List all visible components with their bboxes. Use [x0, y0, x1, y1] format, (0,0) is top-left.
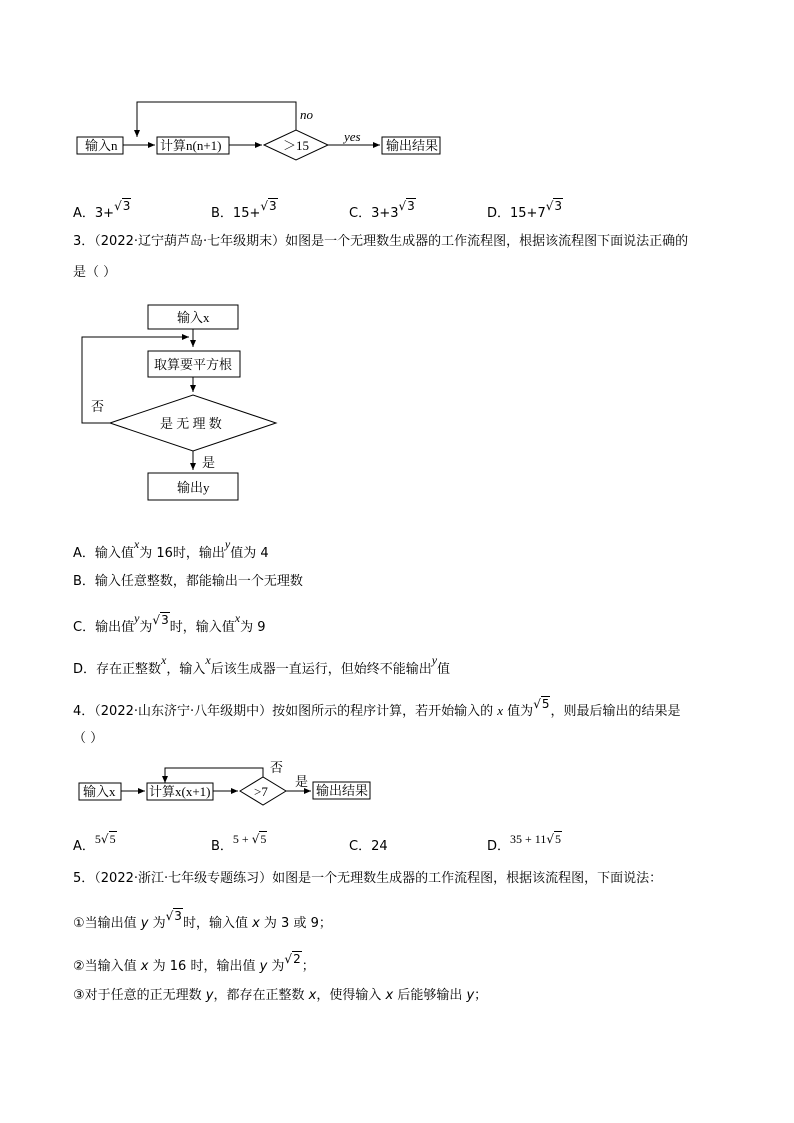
q5-statement-3: ③对于任意的正无理数 y，都存在正整数 x，使得输入 x 后能够输出 y；: [73, 988, 488, 1003]
q5-statement-1: ①当输出值 y 为√3时，输入值 x 为 3 或 9；: [73, 909, 332, 931]
q3-flow-output-text: 输出y: [177, 480, 210, 495]
q4-flow-input-text: 输入x: [83, 784, 116, 799]
q4-stem-line2: （ ）: [73, 731, 104, 746]
flow1-condition-text: ＞15: [283, 138, 310, 153]
q4-option-b: B．5 + √5: [211, 832, 267, 854]
flow1-output-text: 输出结果: [386, 138, 439, 153]
flow1-yes-label: yes: [344, 129, 361, 144]
q4-flow-compute-text: 计算x(x+1): [149, 784, 211, 799]
flowchart-1: [0, 0, 794, 170]
q2-option-d: D．15+7√3: [487, 199, 563, 221]
q4-flow-no-label: 否: [270, 760, 284, 775]
q3-stem-line2: 是（ ）: [73, 265, 117, 280]
q2-option-c: C．3+3√3: [349, 199, 415, 221]
flow1-input-text: 输入n: [85, 138, 118, 153]
q5-statement-2: ②当输入值 x 为 16 时，输出值 y 为√2；: [73, 952, 315, 974]
q3-option-d: D．存在正整数x，输入x后该生成器一直运行，但始终不能输出y值: [73, 653, 451, 677]
q3-flow-condition-text: 是 无 理 数: [160, 416, 222, 431]
flow1-no-label: no: [300, 107, 313, 122]
flowchart-q4: [0, 758, 400, 808]
q4-flow-yes-label: 是: [295, 774, 309, 789]
q4-stem-line1: 4．（2022·山东济宁·八年级期中）按如图所示的程序计算，若开始输入的 x 值为√5，则最后输出的结果是: [73, 697, 681, 719]
q3-flow-compute-text: 取算要平方根: [154, 357, 233, 372]
q3-flow-no-label: 否: [91, 399, 105, 414]
q2-option-b: B．15+√3: [211, 199, 277, 221]
q3-option-c: C．输出值y为√3时，输入值x为 9: [73, 611, 266, 635]
q3-flow-input-text: 输入x: [177, 310, 210, 325]
q3-option-a: A．输入值x为 16时，输出y值为 4: [73, 537, 269, 561]
q3-option-b: B．输入任意整数，都能输出一个无理数: [73, 574, 303, 589]
q3-stem-line1: 3．（2022·辽宁葫芦岛·七年级期末）如图是一个无理数生成器的工作流程图，根据该流程图下面说法正确的: [73, 234, 689, 249]
q4-flow-condition-text: >7: [254, 784, 268, 799]
q4-flow-output-text: 输出结果: [316, 783, 369, 798]
q4-option-a: A．5√5: [73, 832, 116, 854]
flowchart-q3: [0, 295, 400, 510]
flow1-compute-text: 计算n(n+1): [160, 138, 222, 153]
q4-option-d: D．35 + 11√5: [487, 832, 561, 854]
q2-option-a: A．3+√3: [73, 199, 131, 221]
q4-option-c: C．24: [349, 839, 388, 854]
q5-stem: 5．（2022·浙江·七年级专题练习）如图是一个无理数生成器的工作流程图，根据该流程图，下面说法：: [73, 871, 663, 886]
q3-flow-yes-label: 是: [202, 455, 216, 470]
